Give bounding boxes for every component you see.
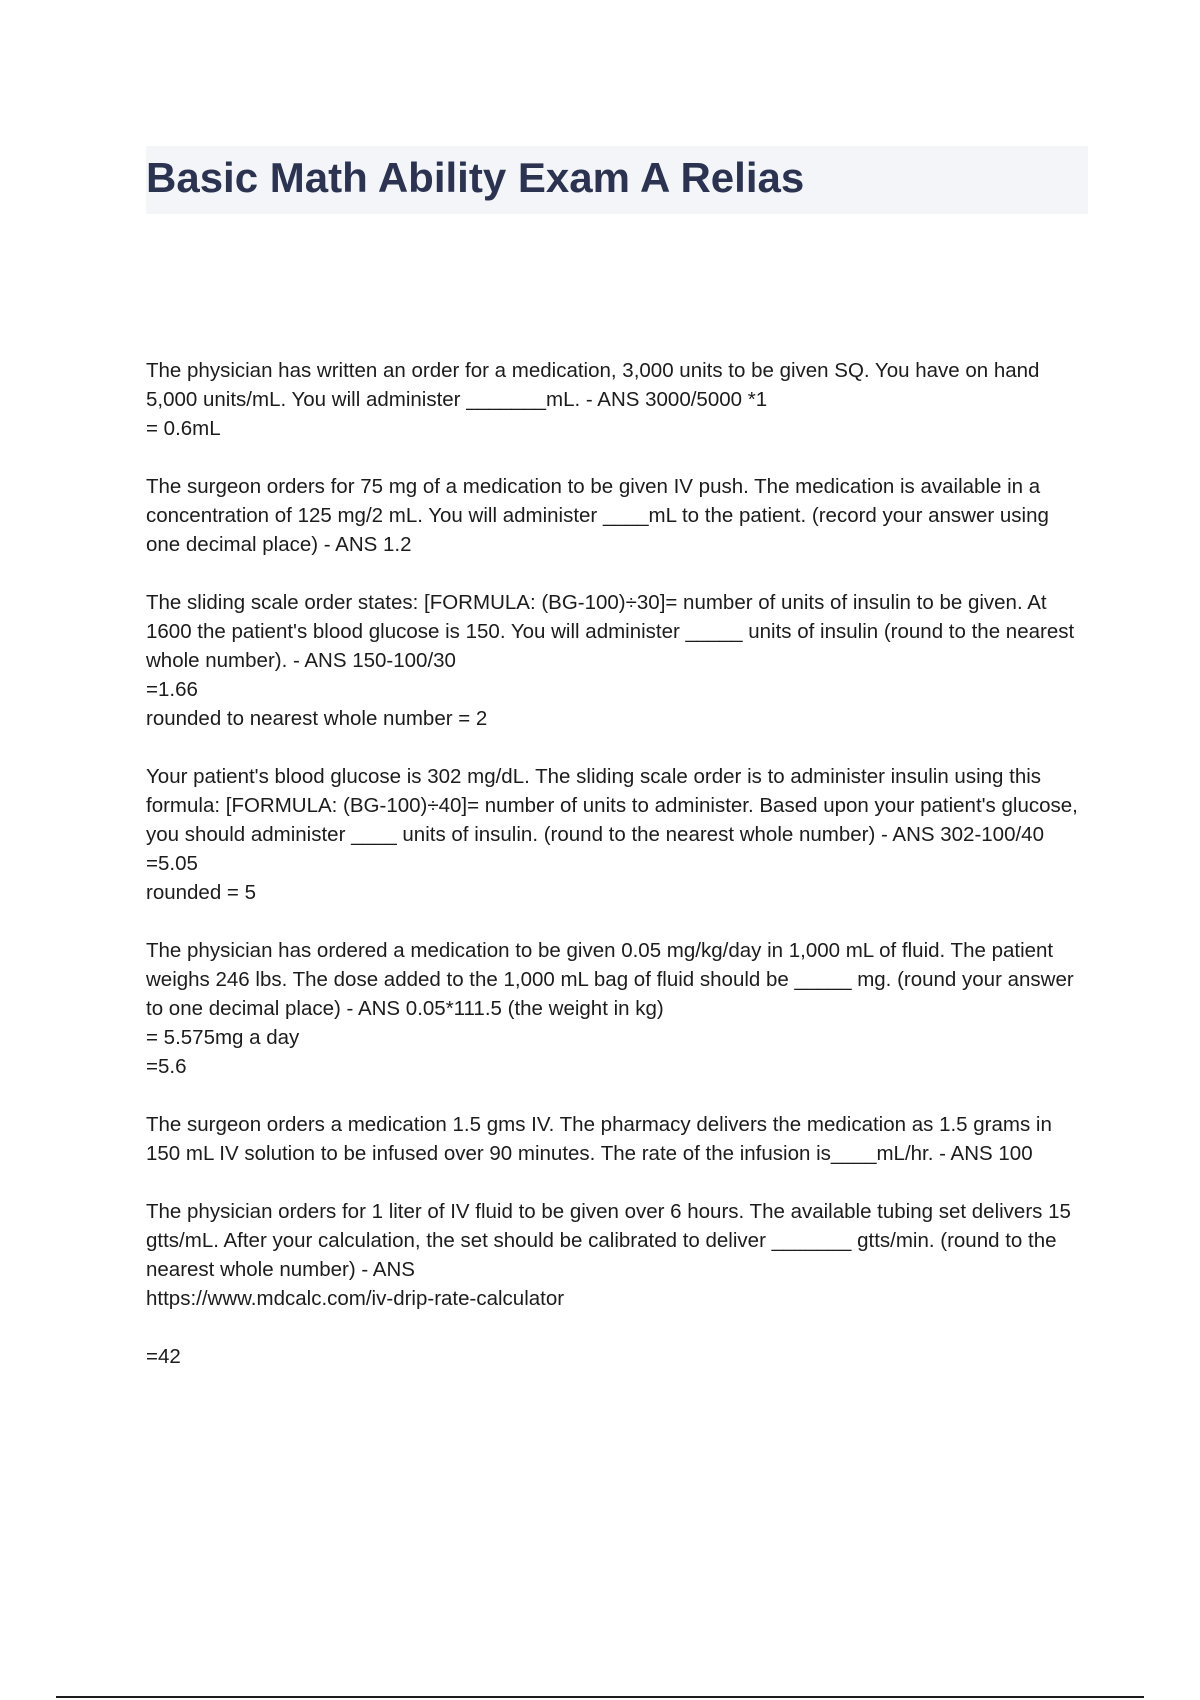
blank-line xyxy=(146,1313,1086,1342)
answer-text: ANS 100 xyxy=(950,1142,1033,1165)
answer-text: ANS 3000/5000 *1 xyxy=(597,388,768,411)
answer-working-line: =42 xyxy=(146,1345,181,1368)
footer-divider xyxy=(56,1696,1144,1698)
question-list xyxy=(146,356,1086,1400)
answer-working-line: =5.6 xyxy=(146,1055,187,1078)
question-item-6 xyxy=(146,1110,1086,1168)
question-item-1 xyxy=(146,356,1086,443)
answer-text: ANS 150-100/30 xyxy=(304,649,456,672)
question-text: The surgeon orders a medication 1.5 gms IV. The pharmacy delivers the medication as 1.5 grams in 150 mL IV solution to be infused over 90 minutes. The rate of the infusion is____mL/hr. - xyxy=(146,1113,1052,1165)
question-item-4 xyxy=(146,762,1086,907)
reference-link[interactable]: https://www.mdcalc.com/iv-drip-rate-calculator xyxy=(146,1287,565,1310)
answer-text: ANS 302-100/40 xyxy=(892,823,1044,846)
question-text: Your patient's blood glucose is 302 mg/dL. The sliding scale order is to administer insulin using this formula: [FORMULA: (BG-100)÷40]= number of units to administer. Based upon your patient's glucose, you should administer ____ units of insulin. (round to the nearest whole number) - xyxy=(146,765,1078,846)
answer-working-line: =5.05 xyxy=(146,852,198,875)
question-text: The physician orders for 1 liter of IV fluid to be given over 6 hours. The available tubing set delivers 15 gtts/mL. After your calculation, the set should be calibrated to deliver _______ gtts/min. (round to the nearest whole number) - xyxy=(146,1200,1071,1281)
answer-text: ANS 0.05*111.5 (the weight in kg) xyxy=(357,997,664,1020)
answer-working-line: =1.66 xyxy=(146,678,198,701)
question-text: The physician has written an order for a medication, 3,000 units to be given SQ. You have on hand 5,000 units/mL. You will administer _______mL. - xyxy=(146,359,1040,411)
question-text: The sliding scale order states: [FORMULA: (BG-100)÷30]= number of units of insulin to be given. At 1600 the patient's blood glucose is 150. You will administer _____ units of insulin (round to the nearest whole number). - xyxy=(146,591,1075,672)
question-item-7 xyxy=(146,1197,1086,1371)
question-text: The surgeon orders for 75 mg of a medication to be given IV push. The medication is available in a concentration of 125 mg/2 mL. You will administer ____mL to the patient. (record your answer using one decimal place) - xyxy=(146,475,1049,556)
question-text: The physician has ordered a medication to be given 0.05 mg/kg/day in 1,000 mL of fluid. The patient weighs 246 lbs. The dose added to the 1,000 mL bag of fluid should be _____ mg. (round your answer to one decimal place) - xyxy=(146,939,1074,1020)
answer-working-line: = 5.575mg a day xyxy=(146,1026,300,1049)
answer-text: ANS 1.2 xyxy=(335,533,412,556)
answer-working-line: rounded to nearest whole number = 2 xyxy=(146,707,488,730)
answer-working-line: rounded = 5 xyxy=(146,881,256,904)
answer-text: ANS xyxy=(372,1258,415,1281)
question-item-3 xyxy=(146,588,1086,733)
answer-working-line: = 0.6mL xyxy=(146,417,221,440)
question-item-2 xyxy=(146,472,1086,559)
question-item-5 xyxy=(146,936,1086,1081)
document-title: Basic Math Ability Exam A Relias xyxy=(146,154,805,201)
